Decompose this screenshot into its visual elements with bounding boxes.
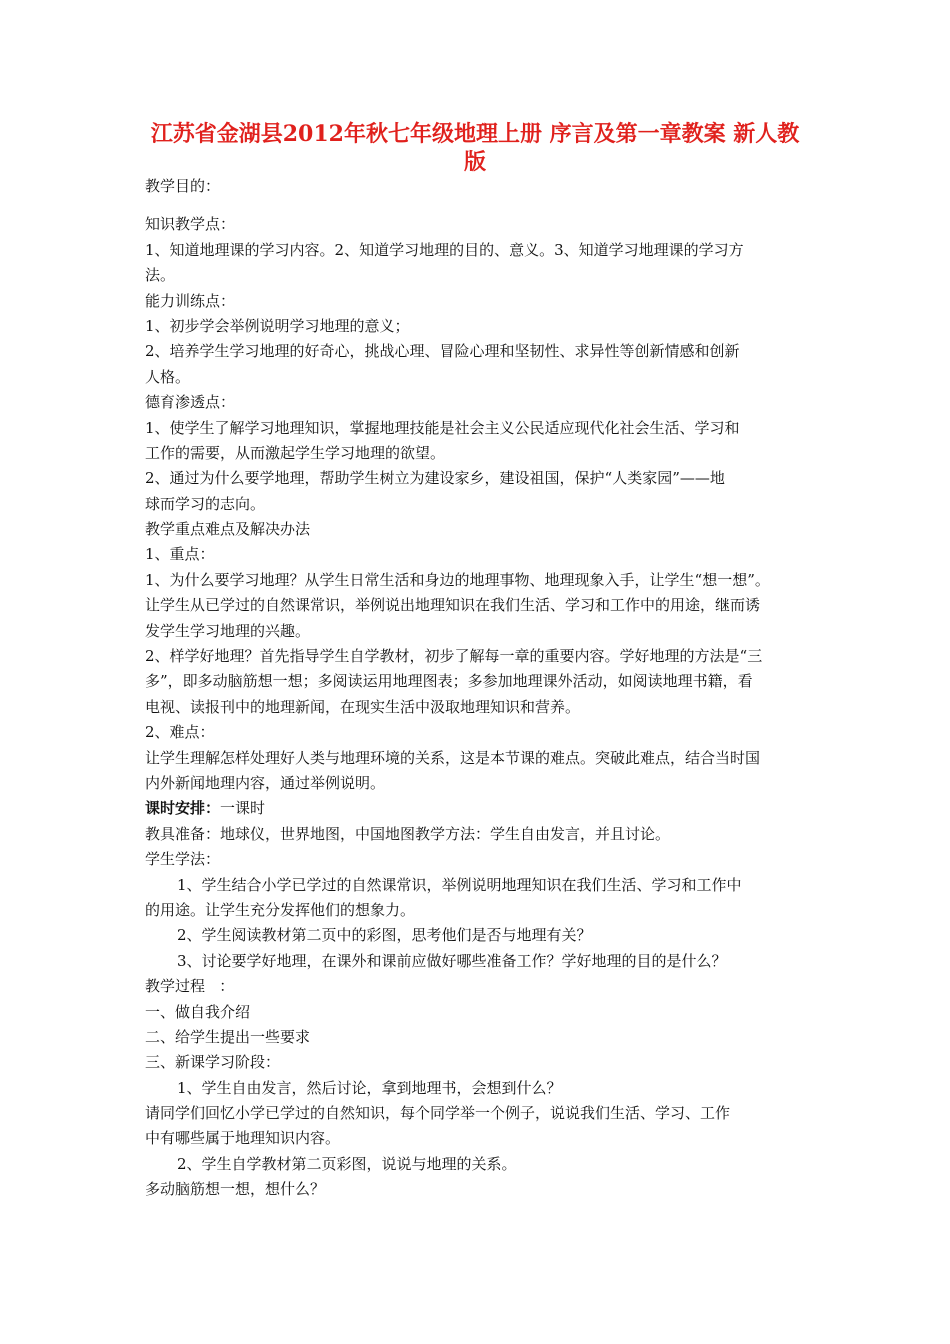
moral-line: 1、使学生了解学习地理知识，掌握地理技能是社会主义公民适应现代化社会生活、学习和 — [145, 418, 740, 437]
key-heading: 1、重点： — [145, 545, 215, 564]
key-line: 多”，即多动脑筋想一想；多阅读运用地理图表；多参加地理课外活动，如阅读地理书籍，看 — [145, 672, 753, 691]
process-sub-step: 2、学生自学教材第二页彩图，说说与地理的关系。 — [177, 1154, 517, 1173]
process-step: 三、新课学习阶段： — [145, 1053, 281, 1072]
key-points-heading: 教学重点难点及解决办法 — [145, 520, 311, 539]
process-step: 二、给学生提出一些要求 — [145, 1027, 311, 1046]
process-sub-text: 请同学们回忆小学已学过的自然知识，每个同学举一个例子，说说我们生活、学习、工作 — [145, 1104, 731, 1123]
ability-line: 1、初步学会举例说明学习地理的意义； — [145, 316, 410, 335]
key-line: 电视、读报刊中的地理新闻，在现实生活中汲取地理知识和营养。 — [145, 697, 581, 716]
study-heading: 学生学法： — [145, 850, 221, 869]
tools-line: 教具准备：地球仪，世界地图，中国地图教学方法：学生自由发言，并且讨论。 — [145, 824, 671, 843]
title-line-1: 江苏省金湖县2012年秋七年级地理上册 序言及第一章教案 新人教 — [150, 121, 800, 147]
ability-line: 人格。 — [145, 367, 191, 386]
moral-heading: 德育渗透点： — [145, 393, 236, 412]
ability-line: 2、培养学生学习地理的好奇心，挑战心理、冒险心理和坚韧性、求异性等创新情感和创新 — [145, 342, 740, 361]
schedule-label: 课时安排： — [145, 799, 221, 818]
process-sub-step: 1、学生自由发言，然后讨论，拿到地理书，会想到什么？ — [177, 1078, 562, 1097]
key-line: 让学生从已学过的自然课常识，举例说出地理知识在我们生活、学习和工作中的用途，继而诱 — [145, 596, 761, 615]
difficult-heading: 2、难点： — [145, 723, 215, 742]
moral-line: 工作的需要，从而激起学生学习地理的欲望。 — [145, 443, 446, 462]
study-item: 1、学生结合小学已学过的自然课常识，举例说明地理知识在我们生活、学习和工作中 — [177, 875, 742, 894]
difficult-line: 内外新闻地理内容，通过举例说明。 — [145, 773, 386, 792]
study-item: 2、学生阅读教材第二页中的彩图，思考他们是否与地理有关？ — [177, 926, 592, 945]
process-sub-text: 中有哪些属于地理知识内容。 — [145, 1129, 341, 1148]
process-step: 一、做自我介绍 — [145, 1002, 251, 1021]
knowledge-heading: 知识教学点： — [145, 215, 236, 234]
moral-line: 2、通过为什么要学地理，帮助学生树立为建设家乡，建设祖国，保护“人类家园”——地 — [145, 469, 725, 488]
study-item-continuation: 的用途。让学生充分发挥他们的想象力。 — [145, 900, 416, 919]
schedule-value: 一课时 — [220, 799, 266, 818]
key-line: 发学生学习地理的兴趣。 — [145, 621, 311, 640]
document-title — [0, 120, 950, 176]
ability-heading: 能力训练点： — [145, 291, 236, 310]
study-item: 3、讨论要学好地理，在课外和课前应做好哪些准备工作？学好地理的目的是什么？ — [177, 951, 727, 970]
key-line: 2、样学好地理？首先指导学生自学教材，初步了解每一章的重要内容。学好地理的方法是“三 — [145, 647, 763, 666]
schedule-line — [145, 796, 860, 821]
knowledge-line: 1、知道地理课的学习内容。2、知道学习地理的目的、意义。3、知道学习地理课的学习方 — [145, 240, 744, 259]
difficult-line: 让学生理解怎样处理好人类与地理环境的关系，这是本节课的难点。突破此难点，结合当时国 — [145, 748, 761, 767]
moral-line: 球而学习的志向。 — [145, 494, 266, 513]
title-line-2: 版 — [463, 149, 486, 175]
knowledge-line: 法。 — [145, 266, 176, 285]
document-body — [145, 174, 860, 1203]
process-sub-text: 多动脑筋想一想，想什么？ — [145, 1180, 326, 1199]
process-heading: 教学过程 ： — [145, 977, 235, 996]
objectives-heading: 教学目的： — [145, 177, 221, 195]
key-line: 1、为什么要学习地理？从学生日常生活和身边的地理事物、地理现象入手，让学生“想一想”。 — [145, 570, 770, 589]
